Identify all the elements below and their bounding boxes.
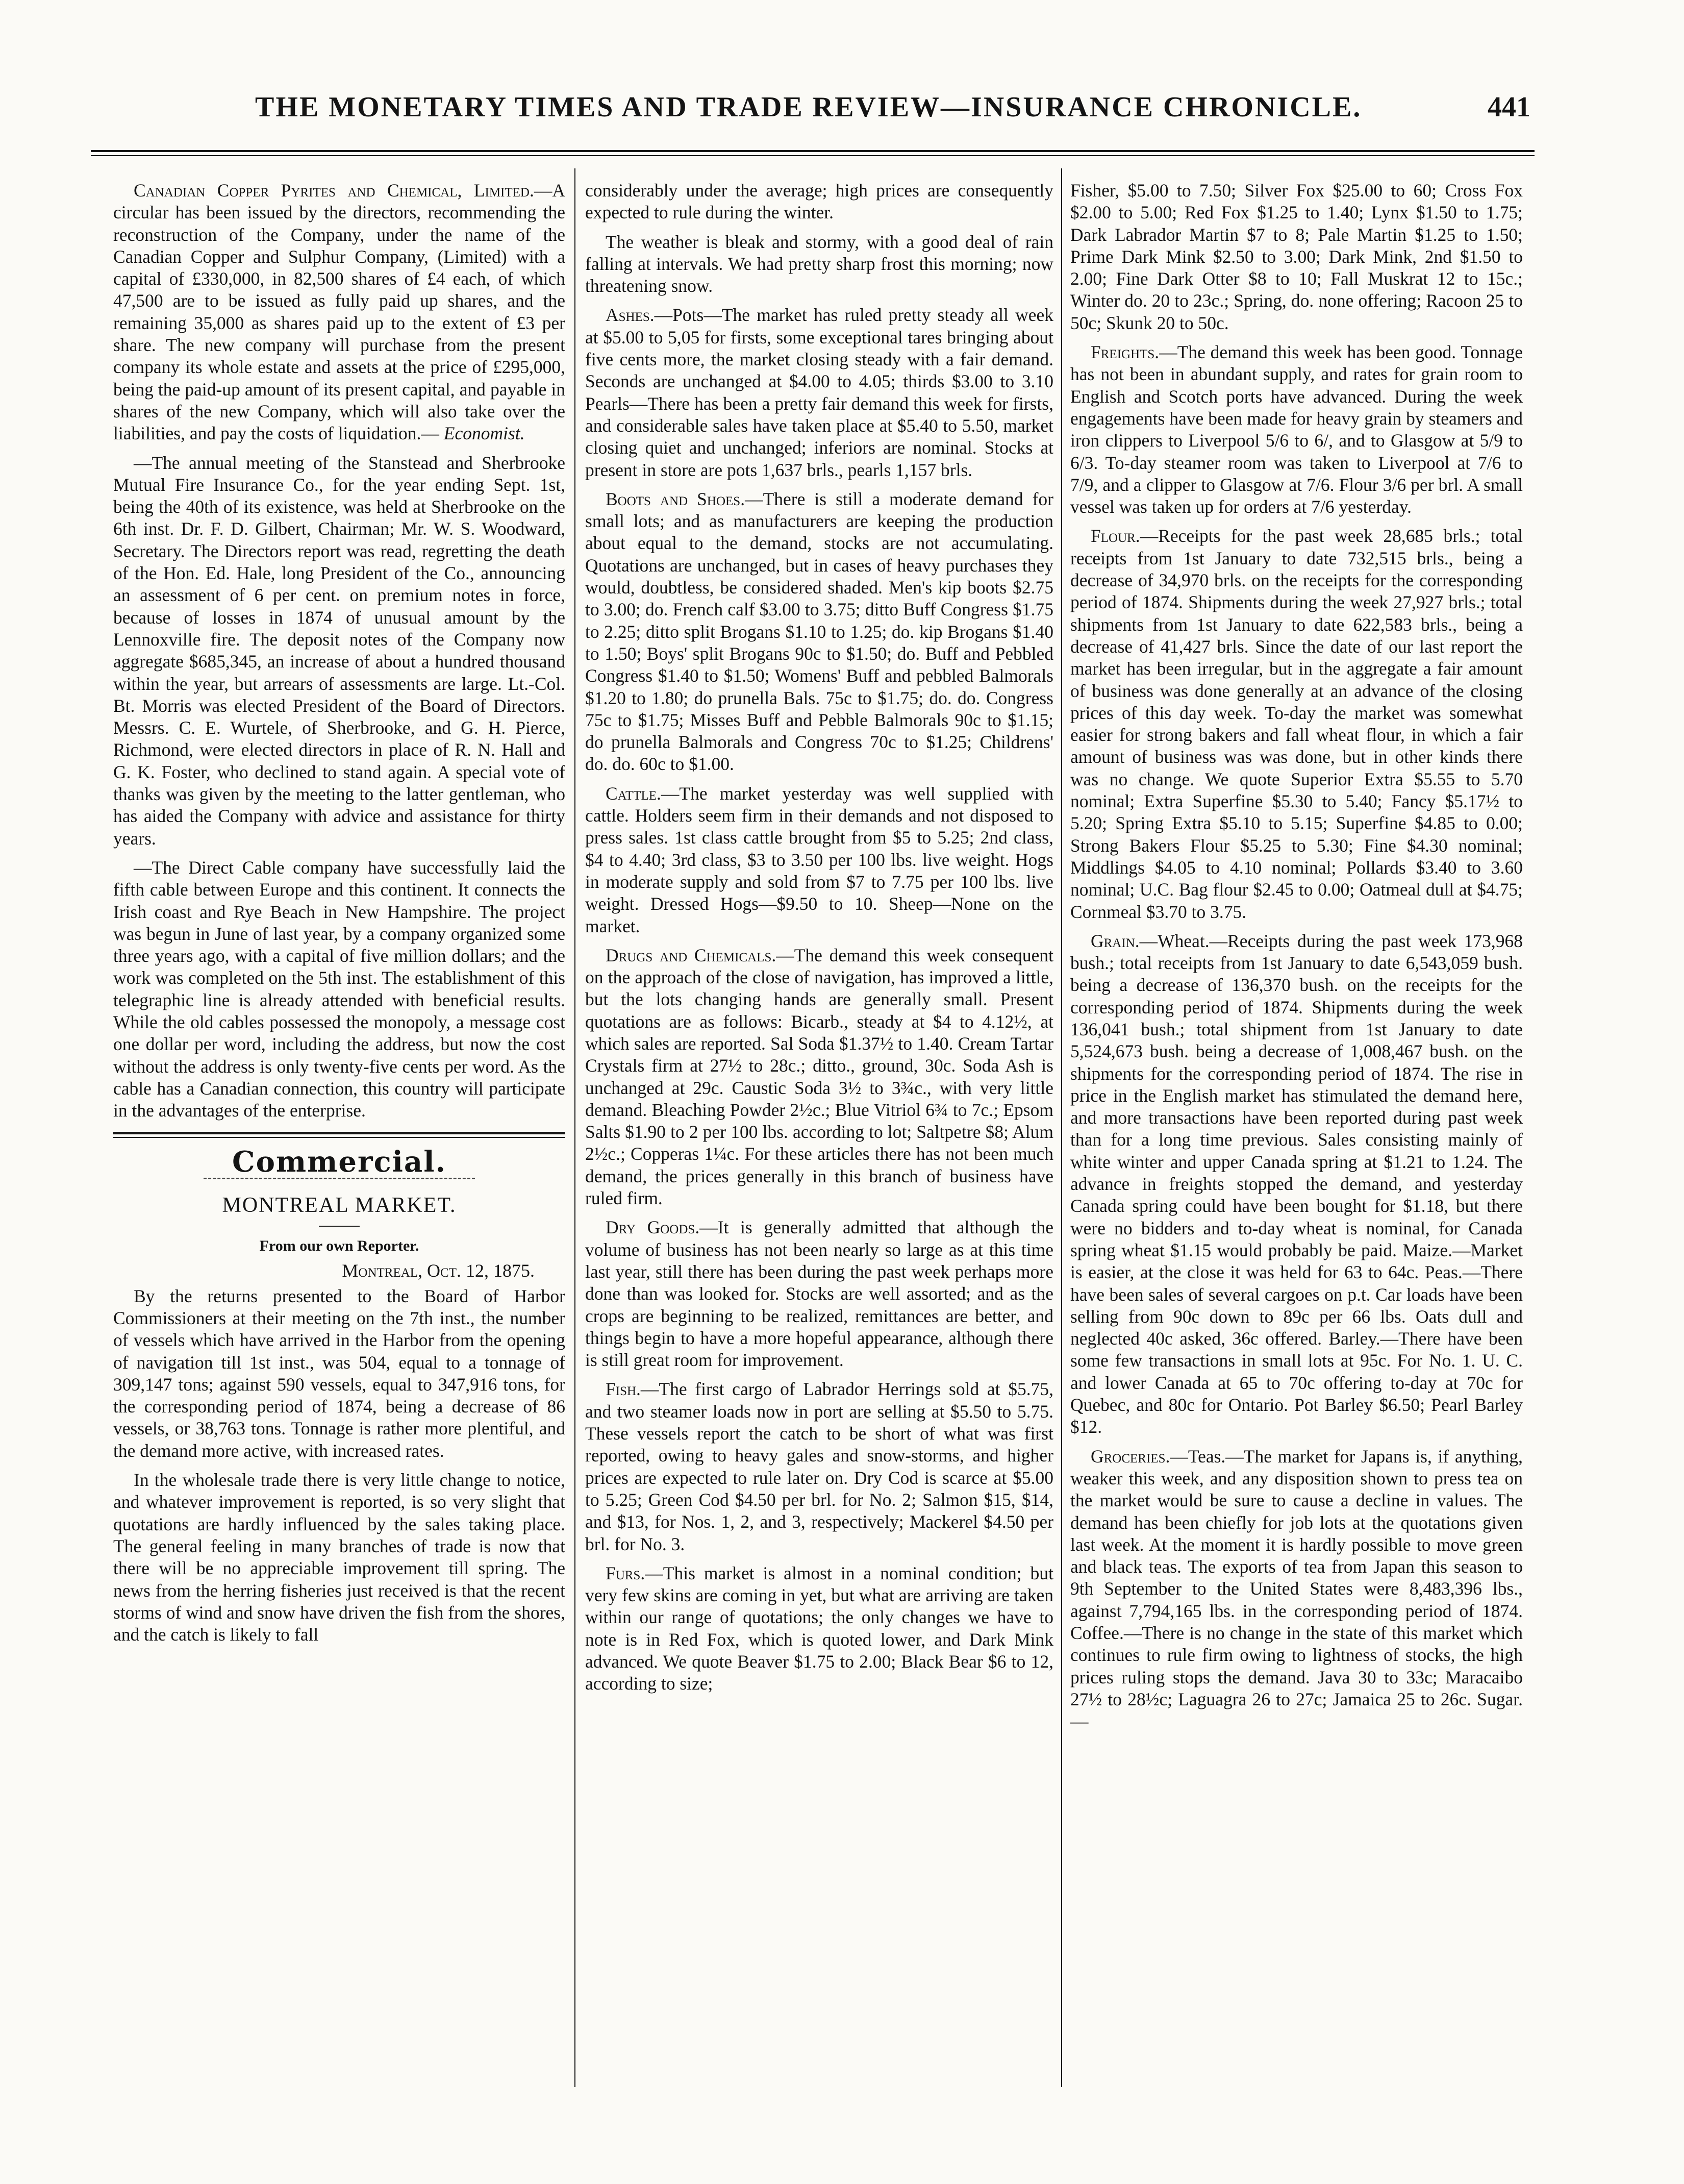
boots-section: [585, 488, 1053, 776]
section-body: —It is generally admitted that although the volume of business has not been nearly so large as at this time last year, still there has been during the past week perhaps more done than was looked for. Stocks are well assorted; and as the crops are beginning to be realized, remittances are better, and things begin to have a more hopeful appearance, although there is still great room for improvement.: [585, 1217, 1053, 1371]
fish-section: [585, 1378, 1053, 1555]
section-rule-thin: [113, 1137, 565, 1138]
section-body: —This market is almost in a nominal condition; but very few skins are coming in yet, but what are arriving are taken within our range of quotations; the only changes we have to note is in Red Fox, which is quoted lower, and Dark Mink advanced. We quote Beaver $1.75 to 2.00; Black Bear $6 to 12, according to size;: [585, 1562, 1053, 1694]
header-rule-bottom: [91, 155, 1535, 156]
section-heading: Fish.: [606, 1379, 641, 1400]
article-body: —A circular has been issued by the directors, recommending the reconstruction of the Company, under the name of the Canadian Copper and Sulphur Company, (Limited) with a capital of £330,000, in 82,500 shares of £4 each, of which 47,500 are to be issued as fully paid up shares, and the remaining 35,000 as shares paid up to the extent of £3 per share. The new company will purchase from the present company its whole estate and assets at the price of £295,000, being the paid-up amount of its present capital, and payable in shares of the new Company, which will also take over the liabilities, and pay the costs of liquidation.—: [113, 180, 565, 444]
dry-goods-section: [585, 1217, 1053, 1371]
cattle-section: [585, 783, 1053, 937]
dateline: Montreal, Oct. 12, 1875.: [342, 1260, 535, 1281]
column-divider-2: [1061, 168, 1062, 2087]
section-body: —Pots—The market has ruled pretty steady all week at $5.00 to 5,05 for firsts, some exceptional tares bringing about five cents more, the market closing steady with a fair demand. Seconds are unchanged at $4.00 to 4.05; thirds $3.00 to 3.10 Pearls—There has been a pretty fair demand this week for firsts, and considerable sales have taken place at $5.40 to 5.50, market closing quiet and unchanged; inferiors are nominal. Stocks at present in store are pots 1,637 brls., pearls 1,157 brls.: [585, 305, 1053, 480]
weather-paragraph: The weather is bleak and stormy, with a good deal of rain falling at intervals. We had pretty sharp frost this morning; now threatening snow.: [585, 231, 1053, 296]
section-body: —The market yesterday was well supplied with cattle. Holders seem firm in their demands and not disposed to press sales. 1st class cattle brought from $5 to 5.25; 2nd class, $4 to 4.40; 3rd class, $3 to 3.50 per 100 lbs. live weight. Hogs in moderate supply and sold from $7 to 7.75 per 100 lbs. live weight. Dressed Hogs—$9.50 to 10. Sheep—None on the market.: [585, 783, 1053, 936]
flour-section: [1070, 525, 1523, 923]
section-heading: Grain.: [1091, 930, 1140, 951]
section-body: —The first cargo of Labrador Herrings sold at $5.75, and two steamer loads now in port are selling at $5.50 to 5.75. These vessels report the catch to be short of what was first reported, owing to heavy gales and snow-storms, and higher prices are expected to rule later on. Dry Cod is scarce at $5.00 to 5.25; Green Cod $4.50 per brl. for No. 2; Salmon $15, $14, and $13, for Nos. 1, 2, and 3, respectively; Mackerel $4.50 per brl. for No. 3.: [585, 1379, 1053, 1554]
groceries-section: [1070, 1446, 1523, 1733]
section-heading: Groceries.: [1091, 1446, 1170, 1467]
section-heading: Flour.: [1091, 526, 1140, 547]
section-body: —The demand this week consequent on the approach of the close of navigation, has improved a little, but the lots changing hands are generally small. Present quotations are as follows: Bicarb., steady at $4 to 4.12½, at which sales are reported. Sal Soda $1.37½ to 1.40. Cream Tartar Crystals firm at 27½ to 28c.; ditto., ground, 30c. Soda Ash is unchanged at 29c. Caustic Soda 3½ to 3¾c., with very little demand. Bleaching Powder 2½c.; Blue Vitriol 6¾ to 7c.; Epsom Salts $1.90 to 2 per 100 lbs. according to lot; Saltpetre $8; Alum 2½c.; Copperas 1¼c. For these articles there has not been much demand, the prices generally in this branch of business have ruled firm.: [585, 945, 1053, 1209]
article-heading: Canadian Copper Pyrites and Chemical, Limited.: [134, 180, 534, 201]
column-3: [1070, 180, 1523, 2063]
ashes-section: [585, 304, 1053, 481]
montreal-paragraph-2: In the wholesale trade there is very little change to notice, and whatever improvement is reported, is so very slight that quotations are hardly influenced by the sales taking place. The general feeling in many branches of trade is now that there will be no appreciable improvement till spring. The news from the herring fisheries just received is that the recent storms of wind and snow have driven the fish from the shores, and the catch is likely to fall: [113, 1470, 565, 1645]
page-header: [153, 91, 1530, 137]
section-heading: Boots and Shoes.: [606, 488, 745, 509]
market-title: MONTREAL MARKET.: [222, 1193, 457, 1217]
short-rule: [319, 1226, 360, 1227]
article-source: Economist.: [443, 423, 525, 444]
section-body: —There is still a moderate demand for small lots; and as manufacturers are keeping the production about equal to the demand, stocks are not accumulating. Quotations are unchanged, but in cases of heavy purchases they would, doubtless, be considered shaded. Men's kip boots $2.75 to 3.00; do. French calf $3.00 to 3.75; ditto Buff Congress $1.75 to 2.25; ditto split Brogans $1.10 to 1.25; do. kip Brogans $1.40 to 1.50; Boys' split Brogans 90c to $1.50; do. Buff and Pebbled Congress $1.40 to $1.50; Womens' Buff and pebbled Balmorals $1.20 to 1.80; do prunella Bals. 75c to $1.75; do. do. Congress 75c to $1.75; Misses Buff and Pebble Balmorals 90c to $1.15; do prunella Balmorals and Congress 70c to $1.25; Childrens' do. do. 60c to $1.00.: [585, 488, 1053, 775]
reporter-line: From our own Reporter.: [259, 1237, 419, 1255]
drugs-section: [585, 945, 1053, 1210]
column-1: [113, 180, 565, 2063]
section-heading: Cattle.: [606, 783, 661, 804]
furs-section: [585, 1562, 1053, 1695]
section-heading: Drugs and Chemicals.: [606, 945, 776, 965]
section-heading: Freights.: [1091, 342, 1160, 363]
section-body: —The demand this week has been good. Tonnage has not been in abundant supply, and rates for grain room to English and Scotch ports have advanced. During the week engagements have been made for heavy grain by steamers and iron clippers to Liverpool 5/6 to 6/, and to Glasgow at 5/9 to 6/3. To-day steamer room was taken to Liverpool at 7/6 to 7/9, and a clipper to Glasgow at 7/6. Flour 3/6 per brl. A small vessel was taken up for orders at 7/6 yesterday.: [1070, 342, 1523, 517]
montreal-paragraph-2-cont: considerably under the average; high prices are consequently expected to rule during the winter.: [585, 180, 1053, 223]
section-body: —Wheat.—Receipts during the past week 173,968 bush.; total receipts from 1st January to date 6,543,059 bush. being a decrease of 136,370 bush. on the receipts for the corresponding period of 1874. Shipments during the week 136,041 bush.; total shipment from 1st January to date 5,524,673 bush. being a decrease of 1,008,467 bush. on the shipments for the corresponding period of 1874. The rise in price in the English market has stimulated the demand here, and more transactions have been reported during past week than for a long time previous. Sales consisting mainly of white winter and upper Canada spring at $1.21 to 1.24. The advance in freights stopped the demand, and yesterday Canada spring could have been bought for $1.18, but there were no bidders and to-day wheat is nominal, for Canada spring wheat $1.15 would probably be paid. Maize.—Market is easier, at the close it was held for 63 to 64c. Peas.—There have been sales of several cargoes on p.t. Car loads have been selling from 90c down to 89c per 66 lbs. Oats dull and neglected 40c asked, 36c offered. Barley.—There have been some few transactions in small lots at 95c. For No. 1. U. C. and lower Canada at 65 to 70c offering to-day at 70c for Quebec, and 80c for Ontario. Pot Barley $6.50; Pearl Barley $12.: [1070, 930, 1523, 1437]
column-2: [585, 180, 1053, 2149]
section-heading: Ashes.: [606, 305, 655, 326]
section-heading: Furs.: [606, 1562, 645, 1583]
section-heading: Dry Goods.: [606, 1217, 700, 1238]
article-copper-pyrites: [113, 180, 565, 445]
header-rule-top: [91, 150, 1535, 152]
montreal-paragraph-1: By the returns presented to the Board of Harbor Commissioners at their meeting on the 7th inst., the number of vessels which have arrived in the Harbor from the opening of navigation till 1st inst., was 504, equal to a tonnage of 309,147 tons; against 590 vessels, equal to 347,916 tons, for the corresponding period of 1874, being a decrease of 86 vessels, or 38,763 tons. Tonnage is rather more plentiful, and the demand more active, with increased rates.: [113, 1285, 565, 1461]
article-direct-cable: —The Direct Cable company have successfully laid the fifth cable between Europe and this continent. It connects the Irish coast and Rye Beach in New Hampshire. The project was begun in June of last year, by a company organized some three years ago, with a capital of five million dollars; and the work was completed on the 5th inst. The establishment of this telegraphic line is already attended with beneficial results. While the old cables possessed the monopoly, a message cost one dollar per word, including the address, but now the cost without the address is only twenty-five cents per word. As the cable has a Canadian connection, this country will participate in the advantages of the enterprise.: [113, 857, 565, 1121]
section-body: —Teas.—The market for Japans is, if anything, weaker this week, and any disposition shown to press tea on the market would be sure to cause a decline in values. The demand has been chiefly for job lots at the quotations given last week. At the moment it is hardly possible to move green and black teas. The exports of tea from Japan this season to 9th September to the United States were 8,483,396 lbs., against 7,794,165 lbs. in the corresponding period of 1874. Coffee.—There is no change in the state of this market which continues to rule firm owing to lightness of stocks, the high prices ruling stops the demand. Java 30 to 33c; Maracaibo 27½ to 28½c; Laguagra 26 to 27c; Jamaica 25 to 26c. Sugar.—: [1070, 1446, 1523, 1732]
furs-section-cont: Fisher, $5.00 to 7.50; Silver Fox $25.00 to 60; Cross Fox $2.00 to 5.00; Red Fox $1.25 to 1.40; Lynx $1.50 to 1.75; Dark Labrador Martin $7 to 8; Pale Martin $1.25 to 1.50; Prime Dark Mink $2.50 to 3.00; Dark Mink, 2nd $1.50 to 2.00; Fine Dark Otter $8 to 10; Fall Muskrat 12 to 15c.; Winter do. 20 to 23c.; Spring, do. none offering; Racoon 25 to 50c; Skunk 20 to 50c.: [1070, 180, 1523, 333]
grain-section: [1070, 930, 1523, 1438]
page-number: 441: [1488, 91, 1530, 123]
page-title: THE MONETARY TIMES AND TRADE REVIEW—INSURANCE CHRONICLE.: [255, 91, 1362, 123]
section-body: —Receipts for the past week 28,685 brls.; total receipts from 1st January to date 732,515 brls., being a decrease of 34,970 brls. on the receipts for the corresponding period of 1874. Shipments during the week 27,927 brls.; total shipments from 1st January to date 622,583 brls., being a decrease of 41,427 brls. Since the date of our last report the market has been irregular, but in the aggregate a fair amount of business was done generally at an advance of the closing prices of this day week. To-day the market was somewhat easier for strong bakers and fall wheat flour, in which a fair amount of business was was done, but in other kinds there was no change. We quote Superior Extra $5.55 to 5.70 nominal; Extra Superfine $5.30 to 5.40; Fancy $5.17½ to 5.20; Spring Extra $5.10 to 5.15; Superfine $4.85 to 0.00; Strong Bakers Flour $5.25 to 5.30; Fine $4.30 nominal; Middlings $4.05 to 4.10 nominal; Pollards $3.40 to 3.60 nominal; U.C. Bag flour $2.45 to 0.00; Oatmeal dull at $4.75; Cornmeal $3.70 to 3.75.: [1070, 526, 1523, 922]
commercial-heading: Commercial.: [232, 1145, 446, 1179]
freights-section: [1070, 341, 1523, 518]
column-divider-1: [574, 168, 575, 2087]
section-rule: [113, 1132, 565, 1134]
article-stanstead: —The annual meeting of the Stanstead and Sherbrooke Mutual Fire Insurance Co., for the year ending Sept. 1st, being the 40th of its existence, was held at Sherbrooke on the 6th inst. Dr. F. D. Gilbert, Chairman; Mr. W. S. Woodward, Secretary. The Directors report was read, regretting the death of the Hon. Ed. Hale, long President of the Co., announcing an assessment of 6 per cent. on premium notes in force, because of losses in 1874 of unusual amount by the Lennoxville fire. The deposit notes of the Company now aggregate $685,345, an increase of about a hundred thousand within the year, but arrears of assessments are large. Lt.-Col. Bt. Morris was elected President of the Board of Directors. Messrs. C. E. Wurtele, of Sherbrooke, and G. H. Pierce, Richmond, were elected directors in place of R. N. Hall and G. K. Foster, who declined to stand again. A special vote of thanks was given by the meeting to the latter gentleman, who has aided the Company with advice and assistance for thirty years.: [113, 452, 565, 849]
